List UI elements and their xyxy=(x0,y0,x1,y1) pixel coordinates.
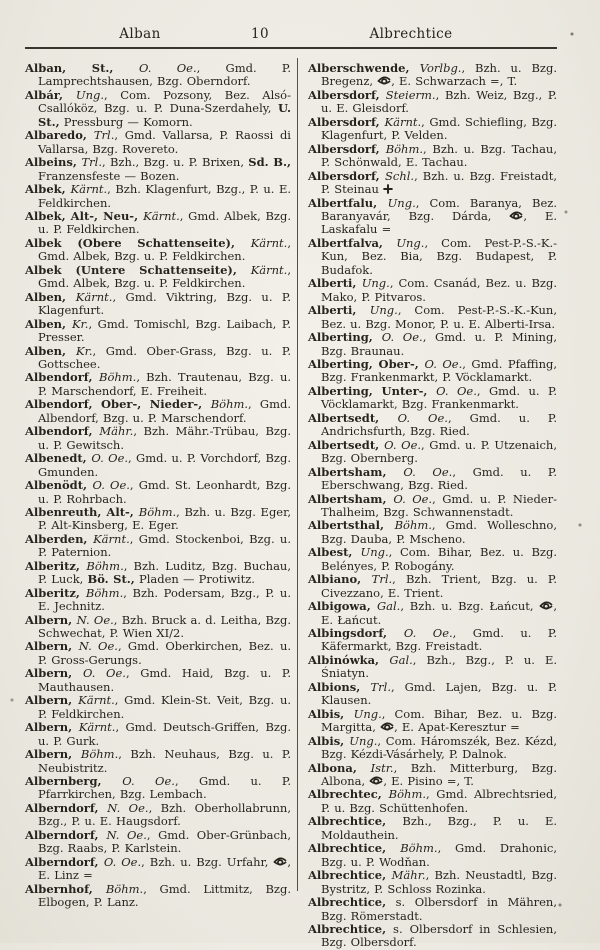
region-abbrev: Kärnt. xyxy=(250,262,288,277)
entry xyxy=(25,694,291,721)
region-abbrev: N. Oe. xyxy=(106,827,147,842)
region-abbrev: Böhm. xyxy=(105,881,144,896)
entry-text: , Gmd. Oberkirchen, Bez. u. P. Gross-Gerungs. xyxy=(38,639,292,667)
entry-text: , Gmd. P. Lamprechtshausen, Bzg. Oberndorf. xyxy=(38,61,291,89)
region-abbrev: Böhm. xyxy=(86,558,124,573)
entry-text: , Bzh. Trautenau, Bzg. u. P. Marschendorf, E. Freiheit. xyxy=(38,370,292,398)
region-abbrev: Ung. xyxy=(361,276,390,291)
header-keyword-left: Alban xyxy=(119,26,161,42)
region-abbrev: Böhm. xyxy=(210,397,249,412)
entry-headword: Alberndorf, xyxy=(25,827,107,842)
entry-headword: Alberting, Unter-, xyxy=(308,383,437,398)
region-abbrev: Böhm. xyxy=(85,585,124,600)
entry xyxy=(308,842,557,869)
entry xyxy=(25,183,291,210)
region-abbrev: Kärnt. xyxy=(384,114,422,129)
entry-text: , Gmd. Wolleschno, Bzg. Dauba, P. Mscheno. xyxy=(321,518,558,546)
region-abbrev: O. Oe. xyxy=(397,410,448,425)
entry xyxy=(308,358,557,385)
entry xyxy=(25,89,291,129)
entry-headword: Albinówka, xyxy=(308,652,390,667)
entry-headword: Albiano, xyxy=(308,572,372,587)
left-column xyxy=(25,62,291,910)
entry-text: s. Olbersdorf in Mähren, Bzg. Römerstadt. xyxy=(321,895,557,923)
entry-headword: Albrechtice, xyxy=(308,841,401,856)
entry-headword: Bö. St., xyxy=(87,572,135,587)
entry-headword: Albertsham, xyxy=(308,464,404,479)
entry-text: , Gmd. Klein-St. Veit, Bzg. u. P. Feldkirchen. xyxy=(38,693,292,721)
entry-headword: Alberndorf, xyxy=(25,800,108,815)
entry xyxy=(308,735,557,762)
entry xyxy=(25,264,291,291)
region-abbrev: Böhm. xyxy=(400,841,438,856)
entry xyxy=(308,600,557,627)
entry xyxy=(25,237,291,264)
entry-headword: Albis, xyxy=(308,706,354,721)
entry-text: , Bzh., Bzg. u. P. Brixen, xyxy=(102,155,249,170)
entry xyxy=(25,640,291,667)
region-abbrev: Kärnt. xyxy=(70,182,108,197)
entry xyxy=(308,439,557,466)
entry xyxy=(25,129,291,156)
entry-headword: Alben, xyxy=(25,289,76,304)
entry-headword: Alberden, xyxy=(25,531,94,546)
entry xyxy=(25,291,291,318)
entry-headword: Albrechtice, xyxy=(308,814,403,829)
entry-headword: Albeins, xyxy=(25,155,82,170)
region-abbrev: O. Oe. xyxy=(403,626,453,641)
entry xyxy=(308,654,557,681)
entry-text: , E. Apat-Keresztur = xyxy=(394,720,520,735)
region-abbrev: O. Oe. xyxy=(91,451,129,466)
entry-headword: Alberting, xyxy=(308,330,382,345)
entry-headword: Albersdorf, xyxy=(308,141,386,156)
entry xyxy=(25,318,291,345)
region-abbrev: Vorlbg. xyxy=(419,61,462,75)
region-abbrev: Ung. xyxy=(353,706,382,721)
region-abbrev: Schl. xyxy=(385,168,415,183)
entry-headword: Albertsthal, xyxy=(308,518,395,533)
entry xyxy=(25,775,291,802)
entry-headword: Albendorf, Ober-, Nieder-, xyxy=(25,397,211,412)
region-abbrev: Kärnt. xyxy=(143,208,180,223)
entry-text: , Bzh. Mähr.-Trübau, Bzg. u. P. Gewitsch. xyxy=(38,424,292,452)
entry-text: , Bzh. Trient, Bzg. u. P. Civezzano, E. Trient. xyxy=(321,572,557,600)
region-abbrev: Ung. xyxy=(387,195,416,210)
region-abbrev: Gal. xyxy=(376,599,401,614)
region-abbrev: Gal. xyxy=(389,652,413,667)
region-abbrev: Ung. xyxy=(369,303,398,318)
entry xyxy=(308,62,557,89)
entry-headword: U. St., xyxy=(38,101,291,129)
entry-text: , E. Łańcut. xyxy=(321,599,557,627)
entry-headword: Albis, xyxy=(308,733,350,748)
entry-headword: Albrechtec, xyxy=(308,787,389,802)
entry-text: , Com. Pozsony, Bez. Alsó-Csallóköz, Bzg. u. P. Duna-Szerdahely, xyxy=(38,87,291,116)
region-abbrev: Trl. xyxy=(93,128,115,143)
entry xyxy=(308,923,557,950)
region-abbrev: Istr. xyxy=(370,760,394,775)
entry xyxy=(308,788,557,815)
entry xyxy=(308,412,557,439)
entry-headword: Albernberg, xyxy=(25,774,123,789)
entry xyxy=(308,116,557,143)
entry-text: , Bzh., Bzg., P. u. E. Śniatyn. xyxy=(321,652,557,681)
entry-headword: Alberitz, xyxy=(25,585,86,600)
entry-text: , Bzh. Bruck a. d. Leitha, Bzg. Schwechat, P. Wien XI/2. xyxy=(38,612,291,641)
entry xyxy=(25,210,291,237)
region-abbrev: Steierm. xyxy=(385,87,436,102)
region-abbrev: Kärnt. xyxy=(78,720,116,735)
region-abbrev: Böhm. xyxy=(138,504,177,519)
entry xyxy=(308,89,557,116)
region-abbrev: O. Oe. xyxy=(103,854,142,869)
entry-headword: Albendorf, xyxy=(25,424,100,439)
entry-headword: Albenreuth, Alt-, xyxy=(25,504,139,519)
entry-text: , Gmd. Ober-Grünbach, Bzg. Raabs, P. Karlstein. xyxy=(38,827,291,856)
entry xyxy=(308,869,557,896)
entry-text: , Gmd. Albendorf, Bzg. u. P. Marschendorf. xyxy=(38,397,292,425)
entry-text: , Gmd. Pfaffing, Bzg. Frankenmarkt, P. Vöcklamarkt. xyxy=(321,356,557,385)
header-keyword-right: Albrechtice xyxy=(369,26,453,42)
entry-text: , Gmd. u. P. Pfarrkirchen, Bzg. Lembach. xyxy=(38,774,291,802)
entry-text: Bzh., Bzg., P. u. E. Moldauthein. xyxy=(321,814,557,842)
entry-headword: Alberitz, xyxy=(25,558,87,573)
entry xyxy=(25,587,291,614)
entry-text: , Gmd. u. P. Mining, Bzg. Braunau. xyxy=(321,330,557,358)
entry-text: , Gmd. Vallarsa, P. Raossi di Vallarsa, Bzg. Rovereto. xyxy=(38,128,291,156)
post-horn-icon xyxy=(380,722,394,732)
region-abbrev: Böhm. xyxy=(388,787,427,802)
entry-text: , Gmd. Viktring, Bzg. u. P. Klagenfurt. xyxy=(38,289,291,318)
entry xyxy=(25,479,291,506)
entry-headword: Alberndorf, xyxy=(25,854,104,869)
entry-text: , Bzh. Mitterburg, Bzg. Albona, xyxy=(321,760,557,789)
entry xyxy=(308,466,557,493)
entry-text: , Bzh. u. Bzg. Bregenz, xyxy=(321,61,557,89)
entry-text: , Gmd. Haid, Bzg. u. P. Mauthausen. xyxy=(38,666,291,694)
entry-headword: Albertsedt, xyxy=(308,437,385,452)
entry-text: , Gmd. u. P. Käfermarkt, Bzg. Freistadt. xyxy=(321,626,557,654)
post-horn-icon xyxy=(273,857,287,867)
region-abbrev: Trl. xyxy=(371,572,393,587)
entry-headword: Albern, xyxy=(25,747,81,762)
region-abbrev: Kärnt. xyxy=(93,531,130,546)
entry xyxy=(308,681,557,708)
entry xyxy=(308,627,557,654)
post-horn-icon xyxy=(369,776,383,786)
entry-text: , Bzh. u. Bzg. Łańcut, xyxy=(400,599,540,614)
entry xyxy=(308,762,557,789)
region-abbrev: N. Oe. xyxy=(78,639,118,654)
entry-text: , Bzh. Neustadtl, Bzg. Bystritz, P. Schloss Rozinka. xyxy=(321,868,557,896)
region-abbrev: O. Oe. xyxy=(122,774,175,789)
entry-text: , E. Linz = xyxy=(38,854,291,883)
entry-text: , E. Laskafalu = xyxy=(321,208,557,237)
entry xyxy=(25,506,291,533)
entry-headword: Albrechtice, xyxy=(308,922,387,936)
entry-text: , Gmd. Lajen, Bzg. u. P. Klausen. xyxy=(321,679,558,708)
post-horn-icon xyxy=(509,211,523,221)
entry-headword: Albern, xyxy=(25,666,84,681)
entry-text: , Gmd. u. P. Nieder-Thalheim, Bzg. Schwannenstadt. xyxy=(321,491,557,519)
entry xyxy=(25,425,291,452)
entry-headword: Albek, xyxy=(25,182,71,197)
entry-headword: Alben, xyxy=(25,343,76,358)
region-abbrev: O. Oe. xyxy=(92,478,130,493)
cross-icon xyxy=(383,184,393,194)
entry xyxy=(25,398,291,425)
entry-text: , Bzh. u. Bzg. Eger, P. Alt-Kinsberg, E. Eger. xyxy=(38,504,291,533)
entry-headword: Alberting, Ober-, xyxy=(308,356,425,371)
entry-text: , Gmd. u. P. Andrichsfurth, Bzg. Ried. xyxy=(321,410,557,439)
entry-text: , Bzh. Podersam, Bzg., P. u. E. Jechnitz. xyxy=(38,585,291,614)
entry-headword: Albaredo, xyxy=(25,128,94,143)
entry-text: , E. Pisino =, T. xyxy=(383,774,474,789)
entry xyxy=(25,614,291,641)
entry-headword: Albek (Untere Schattenseite), xyxy=(25,262,251,277)
column-divider xyxy=(297,58,298,891)
entry-text: , Bzh. u. Bzg. Tachau, P. Schönwald, E. Tachau. xyxy=(321,141,557,170)
entry xyxy=(25,560,291,587)
entry-headword: Albek (Obere Schattenseite), xyxy=(25,235,251,250)
entry xyxy=(308,237,557,277)
entry-text: , Com. Bihar, Bez. u. Bzg. Belényes, P. Robogány. xyxy=(321,545,557,573)
header-rule xyxy=(25,47,557,49)
entry xyxy=(25,802,291,829)
entry xyxy=(308,896,557,923)
region-abbrev: O. Oe. xyxy=(139,61,197,75)
entry-text: , Gmd. Albrechtsried, P. u. Bzg. Schüttenhofen. xyxy=(321,787,558,815)
page-number: 10 xyxy=(251,26,269,42)
entry-headword: Albertsedt, xyxy=(308,410,398,425)
entry-text: , Bzh. Neuhaus, Bzg. u. P. Neubistritz. xyxy=(38,747,291,775)
entry-text: , Gmd. St. Leonhardt, Bzg. u. P. Rohrbach. xyxy=(38,478,291,506)
entry-headword: Alberschwende, xyxy=(308,61,420,75)
entry-text: Pressburg — Komorn. xyxy=(59,114,193,129)
entry xyxy=(308,573,557,600)
region-abbrev: Kr. xyxy=(71,316,89,331)
region-abbrev: O. Oe. xyxy=(384,437,422,452)
entry xyxy=(25,371,291,398)
post-horn-icon xyxy=(539,601,553,611)
entry-headword: Alben, xyxy=(25,316,72,331)
entry xyxy=(308,708,557,735)
entry-headword: Albersdorf, xyxy=(308,168,386,183)
entry xyxy=(25,533,291,560)
entry xyxy=(308,143,557,170)
region-abbrev: N. Oe. xyxy=(76,612,114,627)
entry-text: , Bzh. Oberhollabrunn, Bzg., P. u. E. Haugsdorf. xyxy=(38,800,291,829)
entry xyxy=(308,331,557,358)
entry-headword: Albendorf, xyxy=(25,370,99,385)
region-abbrev: Ung. xyxy=(349,733,378,748)
entry-headword: Albár, xyxy=(25,87,76,102)
entry-headword: Albertfalva, xyxy=(308,235,397,250)
entry-text: , Gmd. u. P. Utzenaich, Bzg. Obernberg. xyxy=(321,437,557,466)
entry xyxy=(25,856,291,883)
entry-headword: Alberti, xyxy=(308,276,362,291)
entry-headword: Albions, xyxy=(308,679,371,694)
region-abbrev: Trl. xyxy=(81,155,103,170)
entry-text: , Bzh. u. Bzg. Urfahr, xyxy=(141,854,274,869)
region-abbrev: Böhm. xyxy=(385,141,424,156)
entry xyxy=(25,62,291,89)
region-abbrev: O. Oe. xyxy=(436,383,477,398)
entry xyxy=(308,519,557,546)
entry-headword: Albigowa, xyxy=(308,599,377,614)
region-abbrev: O. Oe. xyxy=(83,666,126,681)
entry xyxy=(308,493,557,520)
entry-headword: Albern, xyxy=(25,639,79,654)
entry-text: , Gmd. Ober-Grass, Bzg. u. P. Gottschee. xyxy=(38,343,291,371)
entry-text: , Gmd. Deutsch-Griffen, Bzg. u. P. Gurk. xyxy=(38,720,291,748)
entry-text: , Com. Baranya, Bez. Baranyavár, Bzg. Dárda, xyxy=(321,195,558,223)
region-abbrev: O. Oe. xyxy=(403,464,453,479)
region-abbrev: Ung. xyxy=(75,87,105,102)
entry-headword: Albenedt, xyxy=(25,451,92,466)
entry-text: , Com. Bihar, Bez. u. Bzg. Margitta, xyxy=(321,706,557,735)
region-abbrev: O. Oe. xyxy=(381,330,423,345)
entry-headword: Albenödt, xyxy=(25,478,93,493)
post-horn-icon xyxy=(377,76,391,86)
region-abbrev: Mähr. xyxy=(99,424,134,439)
entry-text: , Gmd. Littmitz, Bzg. Elbogen, P. Lanz. xyxy=(38,881,292,910)
entry xyxy=(308,170,557,197)
region-abbrev: Ung. xyxy=(360,545,389,560)
entry xyxy=(25,829,291,856)
entry xyxy=(308,546,557,573)
entry-text: , Com. Pest-P.-S.-K.-Kun, Bez. u. Bzg. Monor, P. u. E. Alberti-Irsa. xyxy=(321,303,557,331)
entry-text: , Gmd. Drahonic, Bzg. u. P. Wodňan. xyxy=(321,841,557,869)
entry xyxy=(308,277,557,304)
entry-text: s. Olbersdorf in Schlesien, Bzg. Olbersdorf. xyxy=(321,922,557,950)
entry xyxy=(308,197,557,237)
entry-text: , Gmd. Albek, Bzg. u. P. Feldkirchen. xyxy=(38,235,291,264)
entry-text: , Com. Csanád, Bez. u. Bzg. Mako, P. Pitvaros. xyxy=(321,276,557,304)
entry-text: , Com. Pest-P.-S.-K.-Kun, Bez. Bia, Bzg. Budapest, P. Budafok. xyxy=(321,235,557,277)
entry-text: , Bzh. u. Bzg. Freistadt, P. Steinau xyxy=(321,168,557,197)
region-abbrev: Kr. xyxy=(76,343,93,358)
entry-text: , Gmd. Schiefling, Bzg. Klagenfurt, P. Velden. xyxy=(321,114,557,143)
entry xyxy=(308,815,557,842)
region-abbrev: Böhm. xyxy=(394,518,432,533)
entry-text: , E. Schwarzach =, T. xyxy=(391,74,518,89)
region-abbrev: Böhm. xyxy=(99,370,137,385)
entry-headword: Albersdorf, xyxy=(308,114,385,129)
entry xyxy=(25,345,291,372)
entry-headword: Albrechtice, xyxy=(308,868,392,883)
entry-text: , Bzh. Klagenfurt, Bzg., P. u. E. Feldkirchen. xyxy=(38,182,292,210)
region-abbrev: Ung. xyxy=(396,235,425,250)
right-column xyxy=(308,62,557,950)
entry xyxy=(25,883,291,910)
entry-text: , Bzh. Luditz, Bzg. Buchau, P. Luck, xyxy=(38,558,291,587)
entry xyxy=(25,667,291,694)
region-abbrev: Kärnt. xyxy=(250,235,288,250)
entry-headword: Albrechtice, xyxy=(308,895,387,910)
region-abbrev: Kärnt. xyxy=(75,289,113,304)
entry-headword: Albona, xyxy=(308,760,371,775)
region-abbrev: Mähr. xyxy=(391,868,426,883)
entry-headword: Albek, Alt-, Neu-, xyxy=(25,208,144,223)
entry-text: , Gmd. Stockenboi, Bzg. u. P. Paternion. xyxy=(38,531,291,560)
region-abbrev: Kärnt. xyxy=(78,693,115,708)
entry-headword: Alberti, xyxy=(308,303,370,318)
entry-headword: Albertfalu, xyxy=(308,195,388,210)
region-abbrev: N. Oe. xyxy=(107,800,149,815)
entry xyxy=(25,748,291,775)
region-abbrev: Böhm. xyxy=(80,747,119,762)
page-header xyxy=(25,26,557,44)
entry xyxy=(25,452,291,479)
region-abbrev: O. Oe. xyxy=(424,356,463,371)
entry xyxy=(308,304,557,331)
entry-text: , Gmd. Albek, Bzg. u. P. Feldkirchen. xyxy=(38,262,291,291)
entry-headword: Alban, St., xyxy=(25,61,140,75)
entry-text: , Gmd. Tomischl, Bzg. Laibach, P. Presser. xyxy=(38,316,291,345)
entry-headword: Sd. B., xyxy=(248,155,291,170)
entry-headword: Albersdorf, xyxy=(308,87,386,102)
entry-headword: Albest, xyxy=(308,545,361,560)
entry xyxy=(25,156,291,183)
entry xyxy=(25,721,291,748)
entry-headword: Albern, xyxy=(25,693,79,708)
entry-headword: Albingsdorf, xyxy=(308,626,404,641)
entry-text: , Gmd. u. P. Vorchdorf, Bzg. Gmunden. xyxy=(38,451,292,479)
entry-headword: Albern, xyxy=(25,720,79,735)
entry xyxy=(308,385,557,412)
entry-text: , Gmd. u. P. Eberschwang, Bzg. Ried. xyxy=(321,464,557,493)
entry-text: , Com. Háromszék, Bez. Kézd, Bzg. Kézdi-Vásárhely, P. Dalnok. xyxy=(321,733,557,762)
region-abbrev: O. Oe. xyxy=(393,491,433,506)
entry-text: , Bzh. Weiz, Bzg., P. u. E. Gleisdorf. xyxy=(321,87,557,116)
entry-text: Franzensfeste — Bozen. xyxy=(38,168,180,183)
entry-text: , Gmd. u. P. Vöcklamarkt, Bzg. Frankenmarkt. xyxy=(321,383,558,412)
entry-text: , Gmd. Albek, Bzg. u. P. Feldkirchen. xyxy=(38,208,291,237)
region-abbrev: Trl. xyxy=(370,679,392,694)
entry-headword: Albernhof, xyxy=(25,881,106,896)
entry-headword: Albertsham, xyxy=(308,491,394,506)
entry-headword: Albern, xyxy=(25,612,77,627)
entry-text: Pladen — Protiwitz. xyxy=(134,572,255,587)
